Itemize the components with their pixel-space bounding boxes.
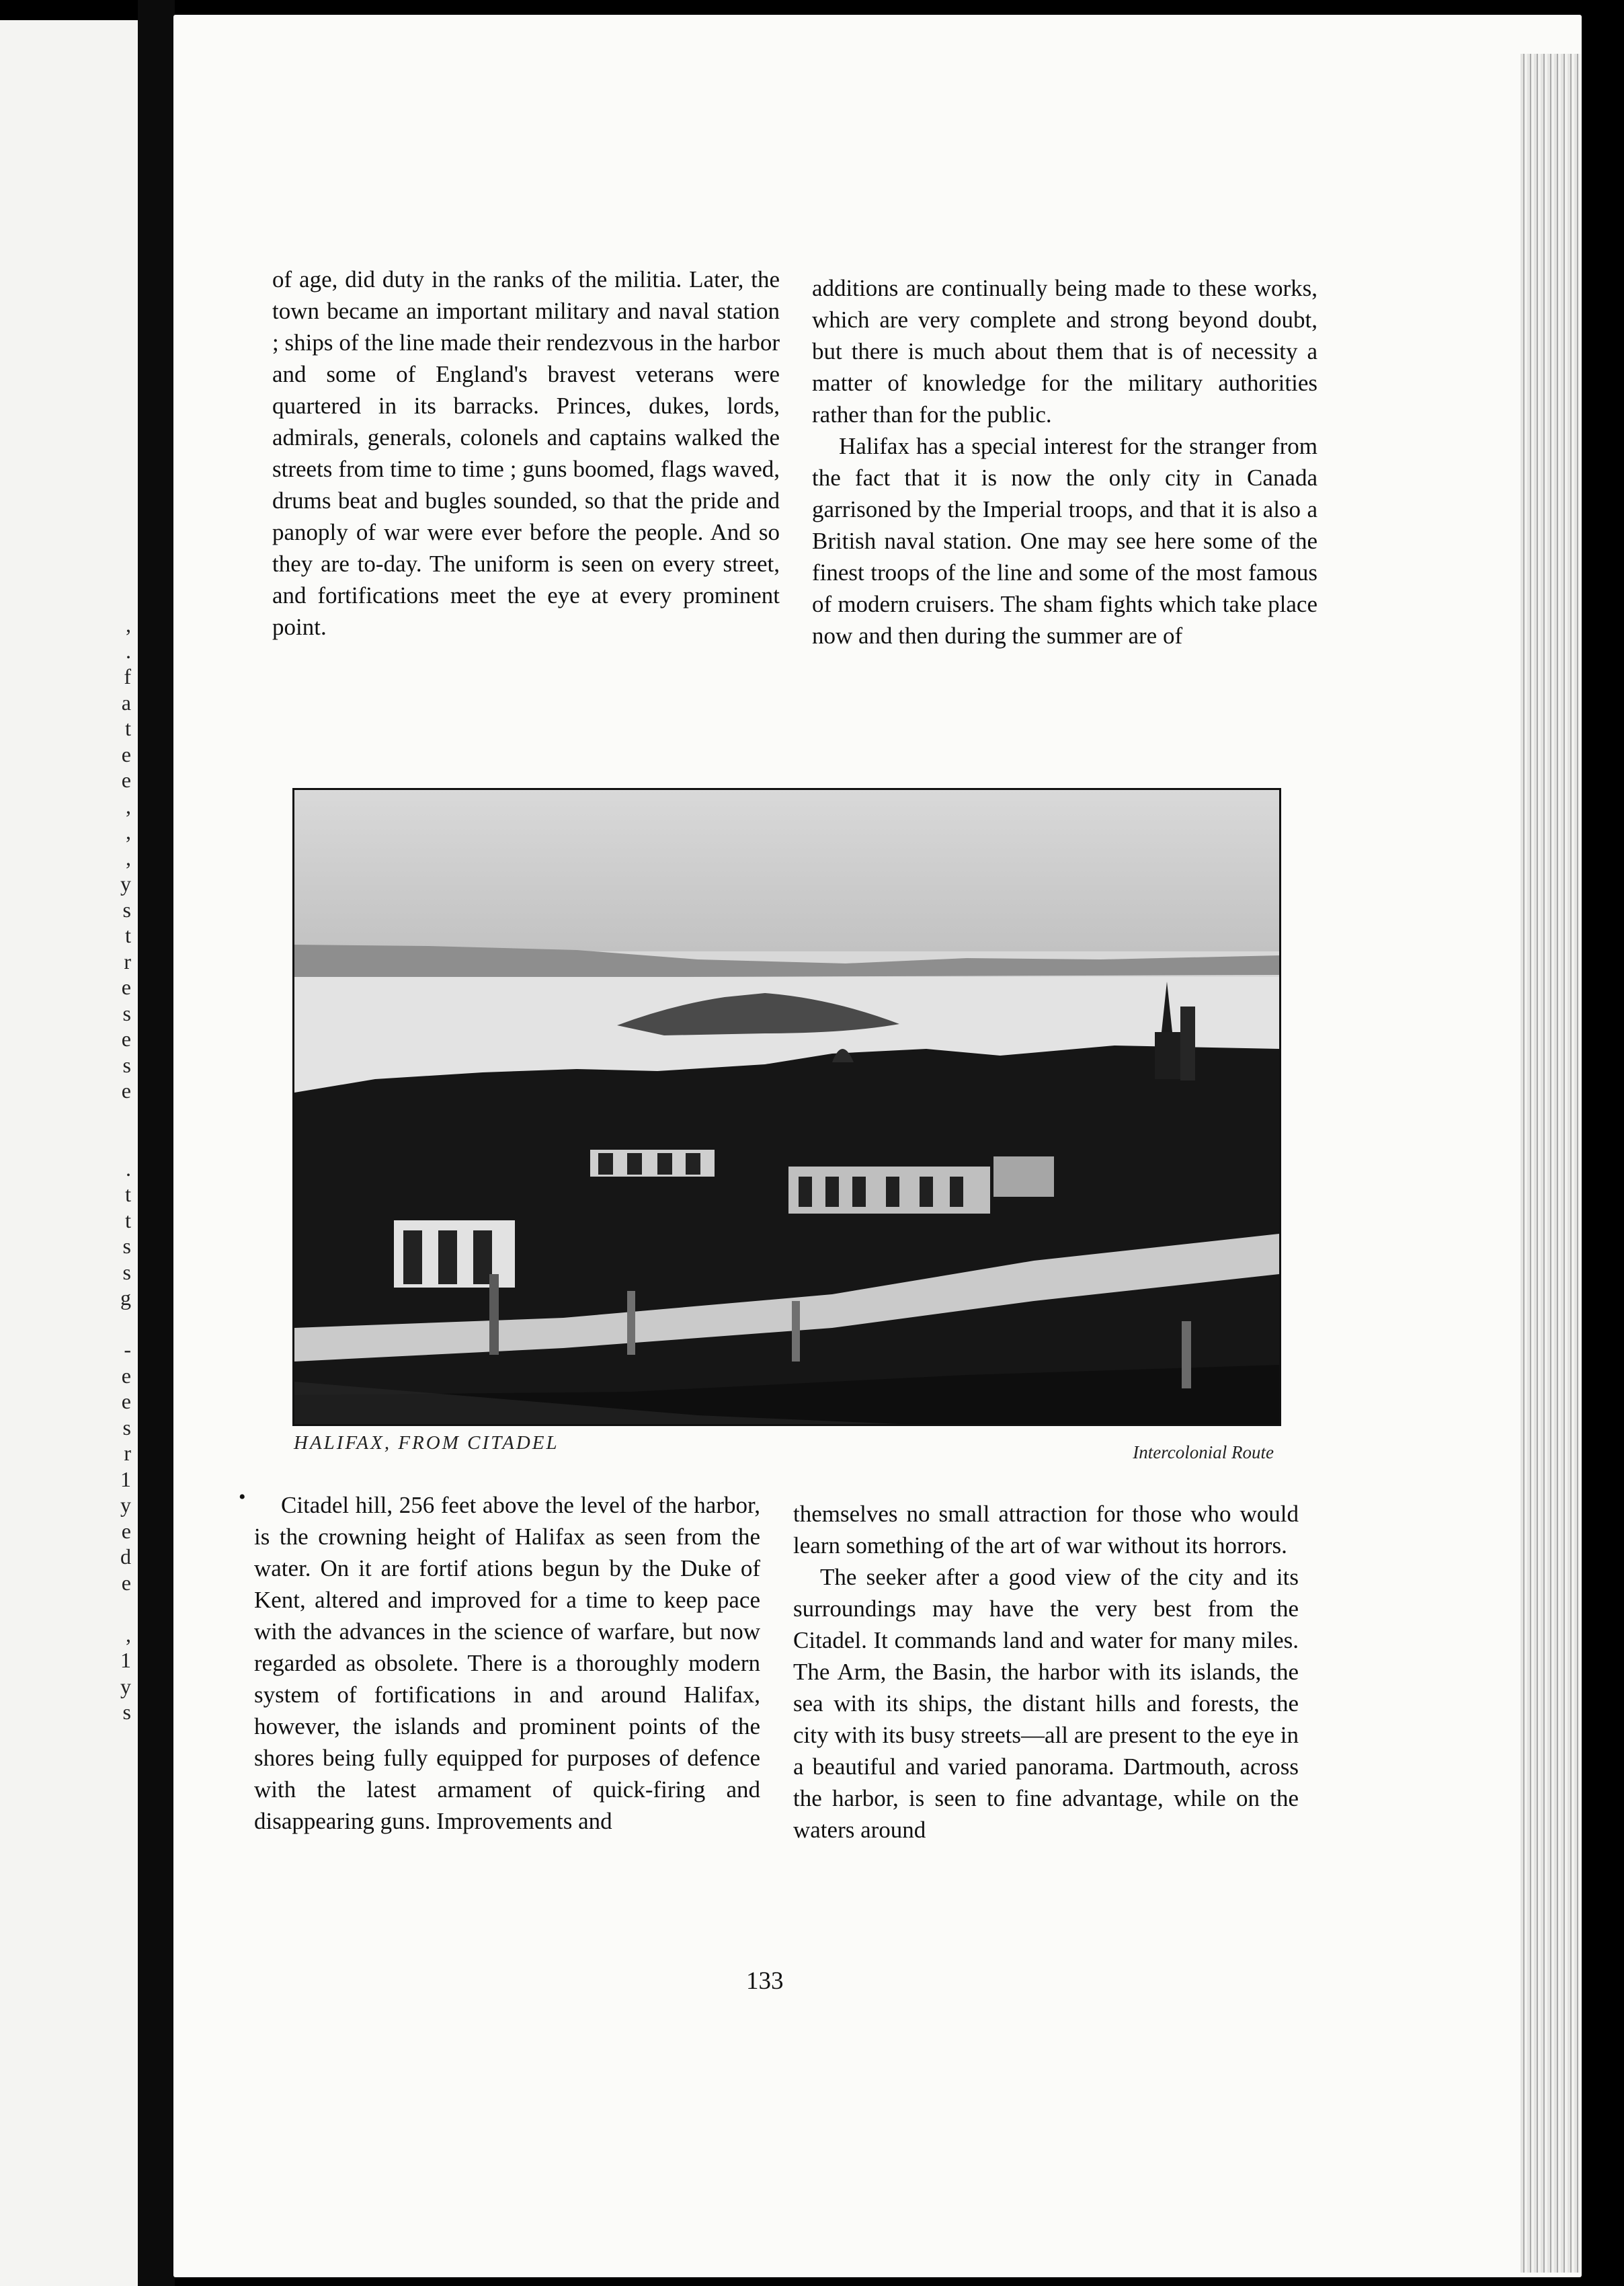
paragraph: The seeker after a good view of the city and its surroundings may have the very best from the Citadel. It commands land and water for many miles. The Arm, the Basin, the harbor with its islands, the sea with its ships, the distant hills and forests, the city with its busy streets—all are present to the eye in a beautiful and varied panorama. Dartmouth, across the harbor, is seen to fine advantage, while on the waters around [793, 1564, 1299, 1843]
left-page-letter: s [122, 1700, 131, 1724]
paragraph: additions are continually being made to these works, which are very complete and strong beyond doubt, but there is much about them that is of necessity a matter of knowledge for the military authorities rather than for the public. [812, 275, 1317, 428]
text-column-1 [272, 264, 780, 643]
page-stack-edges [1520, 54, 1581, 2273]
left-page-letter: e [121, 1570, 131, 1595]
left-page-letters [104, 612, 131, 1725]
paragraph: Citadel hill, 256 feet above the level of the harbor, is the crowning height of Halifax as seen from the water. On it are fortif ations begun by the Duke of Kent, altered and improved for a time to keep pace with the advances in the science of warfare, but now regarded as obsolete. There is a thoroughly modern system of fortifications in and around Halifax, however, the islands and prominent points of the shores being fully equipped for purposes of defence with the latest armament of quick-firing and disappearing guns. Improvements and [254, 1492, 760, 1834]
left-page-letter: , [126, 613, 131, 637]
left-page-letter: , [126, 793, 131, 818]
left-page-letter: s [122, 1000, 131, 1025]
left-page-letter: y [120, 1493, 131, 1517]
left-page-letter: r [124, 1441, 131, 1465]
left-page-letter [104, 1104, 131, 1130]
left-page-letter: , [126, 1622, 131, 1647]
halifax-photograph [292, 788, 1281, 1426]
left-page-letter: 1 [120, 1466, 131, 1491]
left-page-letter [104, 1595, 131, 1622]
left-page-letter: e [121, 1027, 131, 1051]
left-page-letter: a [121, 690, 131, 715]
left-page-letter: , [126, 820, 131, 844]
left-page-letter: s [122, 897, 131, 922]
left-page-letter: s [122, 1415, 131, 1440]
page-number: 133 [746, 1967, 784, 1995]
left-page-letter [104, 1311, 131, 1337]
left-page-letter: g [120, 1286, 131, 1310]
left-page-letter: s [122, 1052, 131, 1077]
text-column-3 [254, 1489, 760, 1837]
left-page-letter: e [121, 1389, 131, 1413]
book-gutter [138, 0, 175, 2286]
photo-caption: HALIFAX, FROM CITADEL [294, 1432, 559, 1454]
left-page-letter [104, 1130, 131, 1156]
left-page-letter: . [126, 1156, 131, 1181]
paragraph: of age, did duty in the ranks of the militia. Later, the town became an important military and naval station ; ships of the line made their rendezvous in the harbor and some of England's bravest veterans were quartered in its barracks. Princes, dukes, lords, admirals, generals, colonels and captains walked the streets from time to time ; guns boomed, flags waved, drums beat and bugles sounded, so that the pride and panoply of war were ever before the people. And so they are to-day. The uniform is seen on every street, and fortifications meet the eye at every prominent point. [272, 266, 780, 640]
left-page-letter: . [126, 638, 131, 663]
paragraph: Halifax has a special interest for the stranger from the fact that it is now the only city in Canada garrisoned by the Imperial troops, and that it is also a British naval station. One may see here some of the finest troops of the line and some of the most famous of modern cruisers. The sham fights which take place now and then during the summer are of [812, 433, 1317, 649]
text-column-2 [812, 272, 1317, 652]
left-page-letter: y [120, 871, 131, 896]
margin-mark: • [239, 1486, 246, 1508]
left-page-letter: s [122, 1259, 131, 1284]
left-page-letter: t [125, 716, 131, 740]
left-page-letter: y [120, 1673, 131, 1698]
left-page-letter: - [124, 1337, 131, 1362]
left-page-letter: r [124, 949, 131, 974]
left-page-letter: , [126, 845, 131, 870]
left-page-edge [0, 20, 138, 2286]
left-page-letter: e [121, 1518, 131, 1543]
text-column-4 [793, 1498, 1299, 1846]
photo-credit: Intercolonial Route [1133, 1442, 1274, 1462]
left-page-letter: t [125, 1208, 131, 1232]
left-page-letter: e [121, 975, 131, 999]
paragraph: themselves no small attraction for those who would learn something of the art of war without its horrors. [793, 1501, 1299, 1559]
left-page-letter: e [121, 1078, 131, 1103]
left-page-letter: e [121, 1363, 131, 1388]
left-page-letter: f [124, 664, 131, 688]
left-page-letter: t [125, 1182, 131, 1206]
left-page-letter: t [125, 923, 131, 947]
left-page-letter: e [121, 742, 131, 766]
left-page-letter: e [121, 768, 131, 792]
photograph-illustration [294, 790, 1279, 1424]
left-page-letter: 1 [120, 1648, 131, 1672]
left-page-letter: s [122, 1234, 131, 1258]
left-page-letter: d [120, 1544, 131, 1569]
